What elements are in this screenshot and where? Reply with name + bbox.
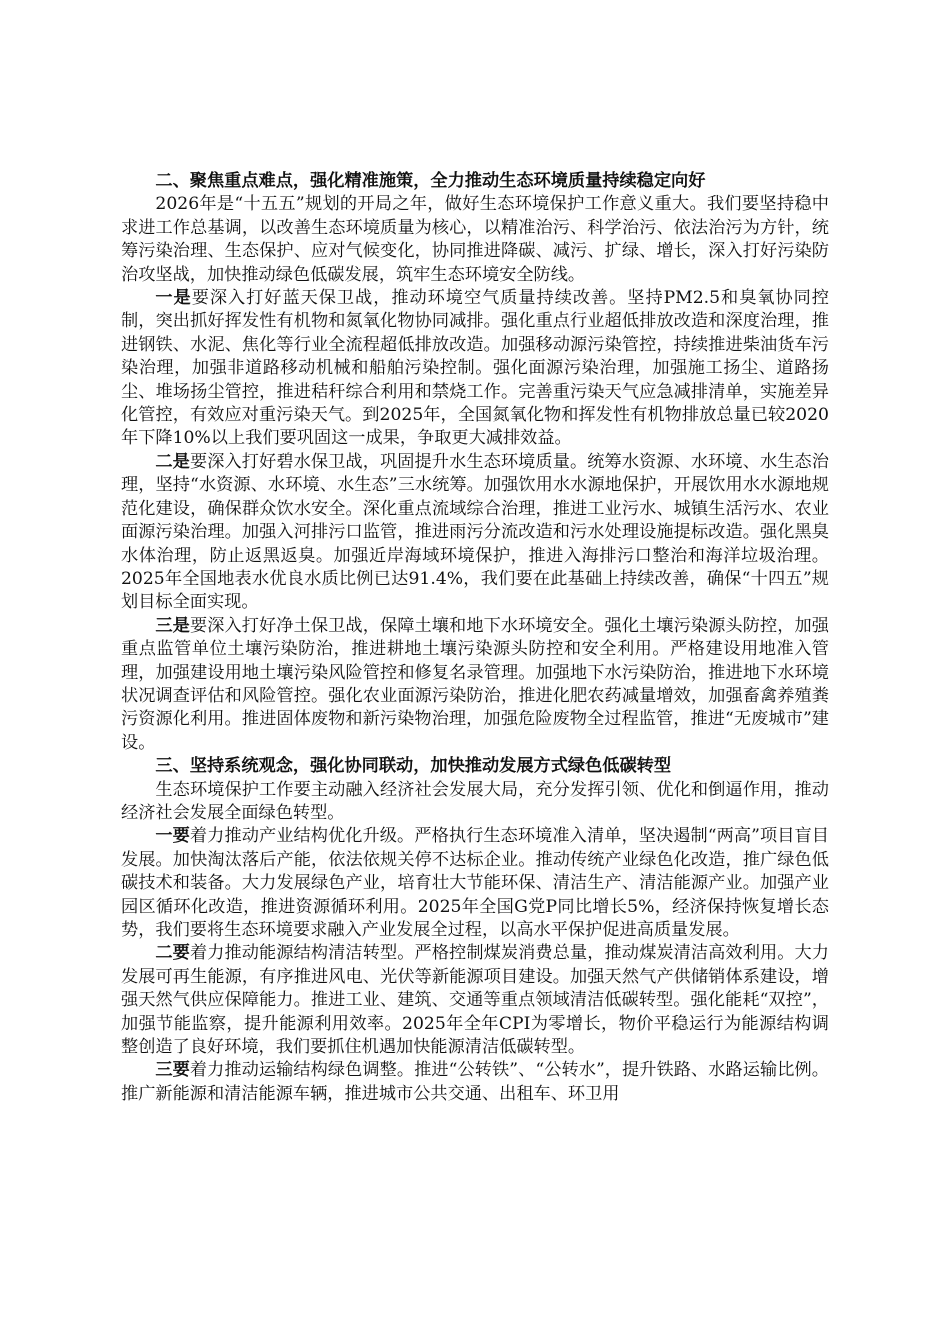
paragraph-lead: 一是 xyxy=(155,288,192,309)
paragraph-intro xyxy=(121,193,829,287)
section-heading-2: 二、聚焦重点难点，强化精准施策，全力推动生态环境质量持续稳定向好 xyxy=(155,171,706,191)
paragraph-blue-sky xyxy=(121,287,829,451)
paragraph-text: 要深入打好蓝天保卫战，推动环境空气质量持续改善。坚持PM2.5和臭氧协同控制，突出抓好挥发性有机物和氮氧化物协同减排。强化重点行业超低排放改造和深度治理，推进钢铁、水泥、焦化等行业全流程超低排放改造。加强移动源污染管控，持续推进柴油货车污染治理，加强非道路移动机械和船舶污染控制。强化面源污染治理，加强施工扬尘、道路扬尘、堆场扬尘管控，推进秸秆综合利用和禁烧工作。完善重污染天气应急减排清单，实施差异化管控，有效应对重污染天气。到2025年，全国氮氧化物和挥发性有机物排放总量已较2020年下降10%以上我们要巩固这一成果，争取更大减排效益。 xyxy=(121,288,829,449)
paragraph-text: 生态环境保护工作要主动融入经济社会发展大局，充分发挥引领、优化和倒逼作用，推动经济社会发展全面绿色转型。 xyxy=(121,779,829,823)
document-page xyxy=(121,170,829,1106)
paragraph-text: 着力推动能源结构清洁转型。严格控制煤炭消费总量，推动煤炭清洁高效利用。大力发展可再生能源，有序推进风电、光伏等新能源项目建设。加强天然气产供储销体系建设，增强天然气供应保障能力。推进工业、建筑、交通等重点领域清洁低碳转型。强化能耗“双控”，加强节能监察，提升能源利用效率。2025年全年CPI为零增长，物价平稳运行为能源结构调整创造了良好环境，我们要抓住机遇加快能源清洁低碳转型。 xyxy=(121,943,829,1058)
paragraph-clear-water xyxy=(121,451,829,615)
paragraph-lead: 二是 xyxy=(155,451,190,472)
paragraph-clean-soil xyxy=(121,615,829,755)
paragraph-text: 着力推动产业结构优化升级。严格执行生态环境准入清单，坚决遏制“两高”项目盲目发展。加快淘汰落后产能，依法依规关停不达标企业。推动传统产业绿色化改造，推广绿色低碳技术和装备。大力发展绿色产业，培育壮大节能环保、清洁生产、清洁能源产业。加强产业园区循环化改造，推进资源循环利用。2025年全国G党P同比增长5%，经济保持恢复增长态势，我们要将生态环境要求融入产业发展全过程，以高水平保护促进高质量发展。 xyxy=(121,826,829,940)
paragraph-intro xyxy=(121,779,829,826)
paragraph-text: 着力推动运输结构绿色调整。推进“公转铁”、“公转水”，提升铁路、水路运输比例。推广新能源和清洁能源车辆，推进城市公共交通、出租车、环卫用 xyxy=(121,1060,829,1104)
paragraph-text: 要深入打好碧水保卫战，巩固提升水生态环境质量。统筹水资源、水环境、水生态治理，坚持“水资源、水环境、水生态”三水统筹。加强饮用水水源地保护，开展饮用水水源地规范化建设，确保群众饮水安全。深化重点流域综合治理，推进工业污水、城镇生活污水、农业面源污染治理。加强入河排污口监管，推进雨污分流改造和污水处理设施提标改造。强化黑臭水体治理，防止返黑返臭。加强近岸海域环境保护，推进入海排污口整治和海洋垃圾治理。2025年全国地表水优良水质比例已达91.4%，我们要在此基础上持续改善，确保“十四五”规划目标全面实现。 xyxy=(121,451,829,613)
paragraph-text: 要深入打好净土保卫战，保障土壤和地下水环境安全。强化土壤污染源头防控，加强重点监管单位土壤污染防治，推进耕地土壤污染源头防控和安全利用。严格建设用地准入管理，加强建设用地土壤污染风险管控和修复名录管理。加强地下水污染防治，推进地下水环境状况调查评估和风险管控。强化农业面源污染防治，推进化肥农药减量增效，加强畜禽养殖粪污资源化利用。推进固体废物和新污染物治理，加强危险废物全过程监管，推进“无废城市”建设。 xyxy=(121,615,829,753)
paragraph-industry xyxy=(121,825,829,942)
paragraph-transport xyxy=(121,1059,829,1106)
paragraph-lead: 三要 xyxy=(155,1060,190,1081)
paragraph-text: 2026年是“十五五”规划的开局之年，做好生态环境保护工作意义重大。我们要坚持稳中求进工作总基调，以改善生态环境质量为核心，以精准治污、科学治污、依法治污为方针，统筹污染治理、生态保护、应对气候变化，协同推进降碳、减污、扩绿、增长，深入打好污染防治攻坚战，加快推动绿色低碳发展，筑牢生态环境安全防线。 xyxy=(121,194,829,285)
paragraph-lead: 二要 xyxy=(155,943,190,964)
paragraph-lead: 一要 xyxy=(155,826,190,847)
section-heading-3: 三、坚持系统观念，强化协同联动，加快推动发展方式绿色低碳转型 xyxy=(155,756,672,777)
paragraph-energy xyxy=(121,942,829,1059)
paragraph-lead: 三是 xyxy=(155,615,190,636)
